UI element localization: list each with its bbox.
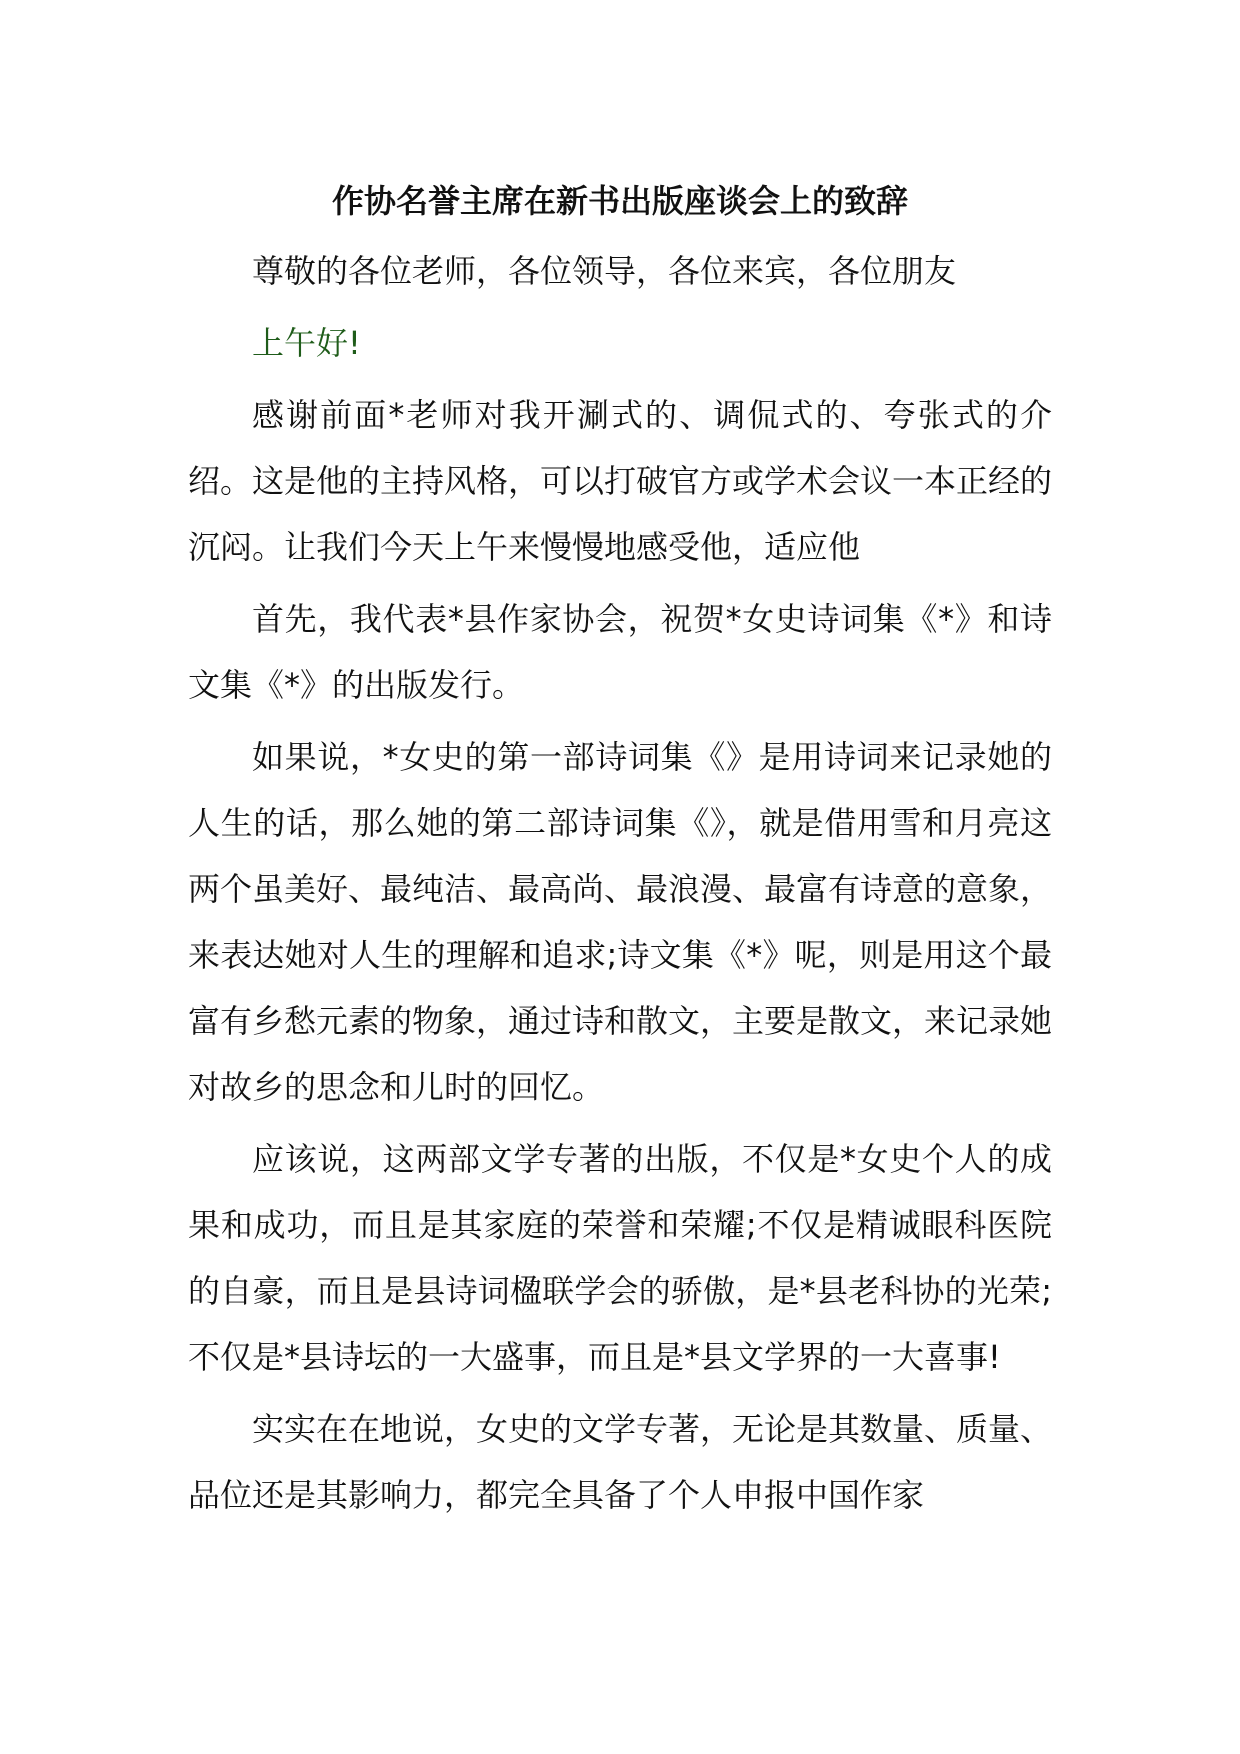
salutation-paragraph: 尊敬的各位老师，各位领导，各位来宾，各位朋友 [252,252,957,290]
body-paragraph: 感谢前面*老师对我开涮式的、调侃式的、夸张式的介绍。这是他的主持风格，可以打破官方或学术会议一本正经的沉闷。让我们今天上午来慢慢地感受他，适应他 [188,396,1053,566]
body-paragraph: 应该说，这两部文学专著的出版，不仅是*女史个人的成果和成功，而且是其家庭的荣誉和荣耀;不仅是精诚眼科医院的自豪，而且是县诗词楹联学会的骄傲，是*县老科协的光荣;不仅是*县诗坛的一大盛事，而且是*县文学界的一大喜事! [188,1140,1052,1376]
document-body [188,176,1052,1534]
greeting-paragraph: 上午好! [252,324,361,362]
page-title: 作协名誉主席在新书出版座谈会上的致辞 [331,182,908,220]
body-paragraph: 如果说，*女史的第一部诗词集《》是用诗词来记录她的人生的话，那么她的第二部诗词集《》，就是借用雪和月亮这两个虽美好、最纯洁、最高尚、最浪漫、最富有诗意的意象，来表达她对人生的理解和追求;诗文集《*》呢，则是用这个最富有乡愁元素的物象，通过诗和散文，主要是散文，来记录她对故乡的思念和儿时的回忆。 [188,738,1053,1106]
body-paragraph: 实实在在地说，女史的文学专著，无论是其数量、质量、品位还是其影响力，都完全具备了个人申报中国作家 [188,1410,1053,1514]
body-paragraph: 首先，我代表*县作家协会，祝贺*女史诗词集《*》和诗文集《*》的出版发行。 [188,600,1052,704]
